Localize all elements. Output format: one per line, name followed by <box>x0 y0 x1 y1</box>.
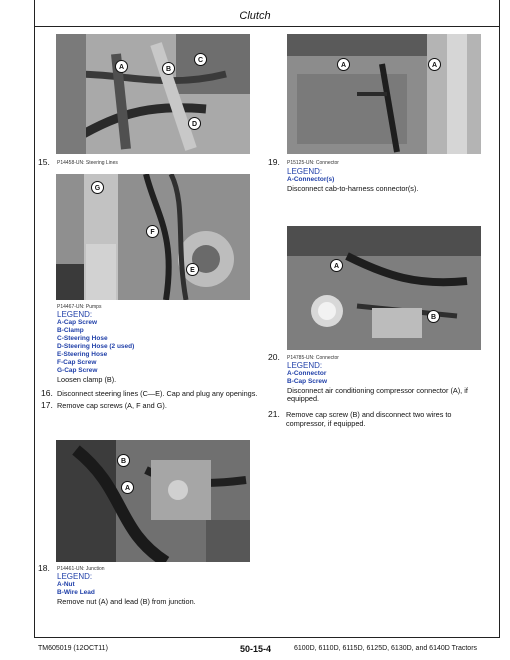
instruction-text: equipped. <box>287 394 320 403</box>
header-rule <box>34 26 500 27</box>
photo-junction <box>56 440 250 562</box>
legend-title: LEGEND: <box>57 572 93 581</box>
instruction-text: Remove cap screws (A, F and G). <box>57 401 167 410</box>
instruction-text: Remove nut (A) and lead (B) from junction. <box>57 597 196 606</box>
callout-a: A <box>428 58 441 71</box>
legend-item: B-Wire Lead <box>57 589 95 596</box>
instruction-text: Disconnect cab-to-harness connector(s). <box>287 184 419 193</box>
instruction-text: compressor, if equipped. <box>286 419 366 428</box>
callout-b: B <box>427 310 440 323</box>
callout-d: D <box>188 117 201 130</box>
photo-hoses-art <box>56 34 250 154</box>
photo-ac-compressor <box>287 226 481 350</box>
callout-a: A <box>115 60 128 73</box>
legend-item: B-Clamp <box>57 327 84 334</box>
legend-title: LEGEND: <box>57 310 93 319</box>
callout-c: C <box>194 53 207 66</box>
photo-hoses <box>56 34 250 154</box>
figure-caption: P14467-UN: Pumps <box>57 304 102 310</box>
callout-g: G <box>91 181 104 194</box>
footer-models: 6100D, 6110D, 6115D, 6125D, 6130D, and 6140D Tractors <box>294 645 478 652</box>
callout-a: A <box>337 58 350 71</box>
step-number: 21. <box>268 409 280 419</box>
photo-cab-connector-art <box>287 34 481 154</box>
step-number: 17. <box>41 400 53 410</box>
footer-doc-id: TM605019 (12OCT11) <box>38 645 108 652</box>
legend-item: F-Cap Screw <box>57 359 97 366</box>
figure-caption: P15125-UN: Connector <box>287 160 339 166</box>
page-title: Clutch <box>239 10 271 22</box>
legend-item: A-Cap Screw <box>57 319 98 326</box>
figure-caption: P14458-UN: Steering Lines <box>57 160 118 166</box>
footer-page-number: 50-15-4 <box>240 644 272 654</box>
callout-b: B <box>162 62 175 75</box>
instruction-text: Disconnect air conditioning compressor connector (A), if <box>287 386 468 395</box>
legend-item: B-Cap Screw <box>287 378 328 385</box>
instruction-text: Loosen clamp (B). <box>57 375 117 384</box>
footer-rule <box>34 637 500 638</box>
figure-caption: P14461-UN: Junction <box>57 566 105 572</box>
callout-a: A <box>330 259 343 272</box>
legend-item: E-Steering Hose <box>57 351 108 358</box>
callout-f: F <box>146 225 159 238</box>
legend-item: A-Nut <box>57 581 75 588</box>
step-number: 15. <box>38 157 50 167</box>
photo-ac-compressor-art <box>287 226 481 350</box>
legend-title: LEGEND: <box>287 167 323 176</box>
legend-item: A-Connector(s) <box>287 176 335 183</box>
step-number: 16. <box>41 388 53 398</box>
legend-item: G-Cap Screw <box>57 367 98 374</box>
instruction-text: Disconnect steering lines (C—E). Cap and plug any openings. <box>57 389 258 398</box>
instruction-text: Remove cap screw (B) and disconnect two wires to <box>286 410 452 419</box>
legend-item: C-Steering Hose <box>57 335 108 342</box>
legend-title: LEGEND: <box>287 361 323 370</box>
legend-item: A-Connector <box>287 370 327 377</box>
step-number: 19. <box>268 157 280 167</box>
step-number: 18. <box>38 563 50 573</box>
legend-item: D-Steering Hose (2 used) <box>57 343 135 350</box>
step-number: 20. <box>268 352 280 362</box>
photo-cab-connector <box>287 34 481 154</box>
callout-a: A <box>121 481 134 494</box>
figure-caption: P14785-UN: Connector <box>287 355 339 361</box>
photo-junction-art <box>56 440 250 562</box>
callout-b: B <box>117 454 130 467</box>
callout-e: E <box>186 263 199 276</box>
